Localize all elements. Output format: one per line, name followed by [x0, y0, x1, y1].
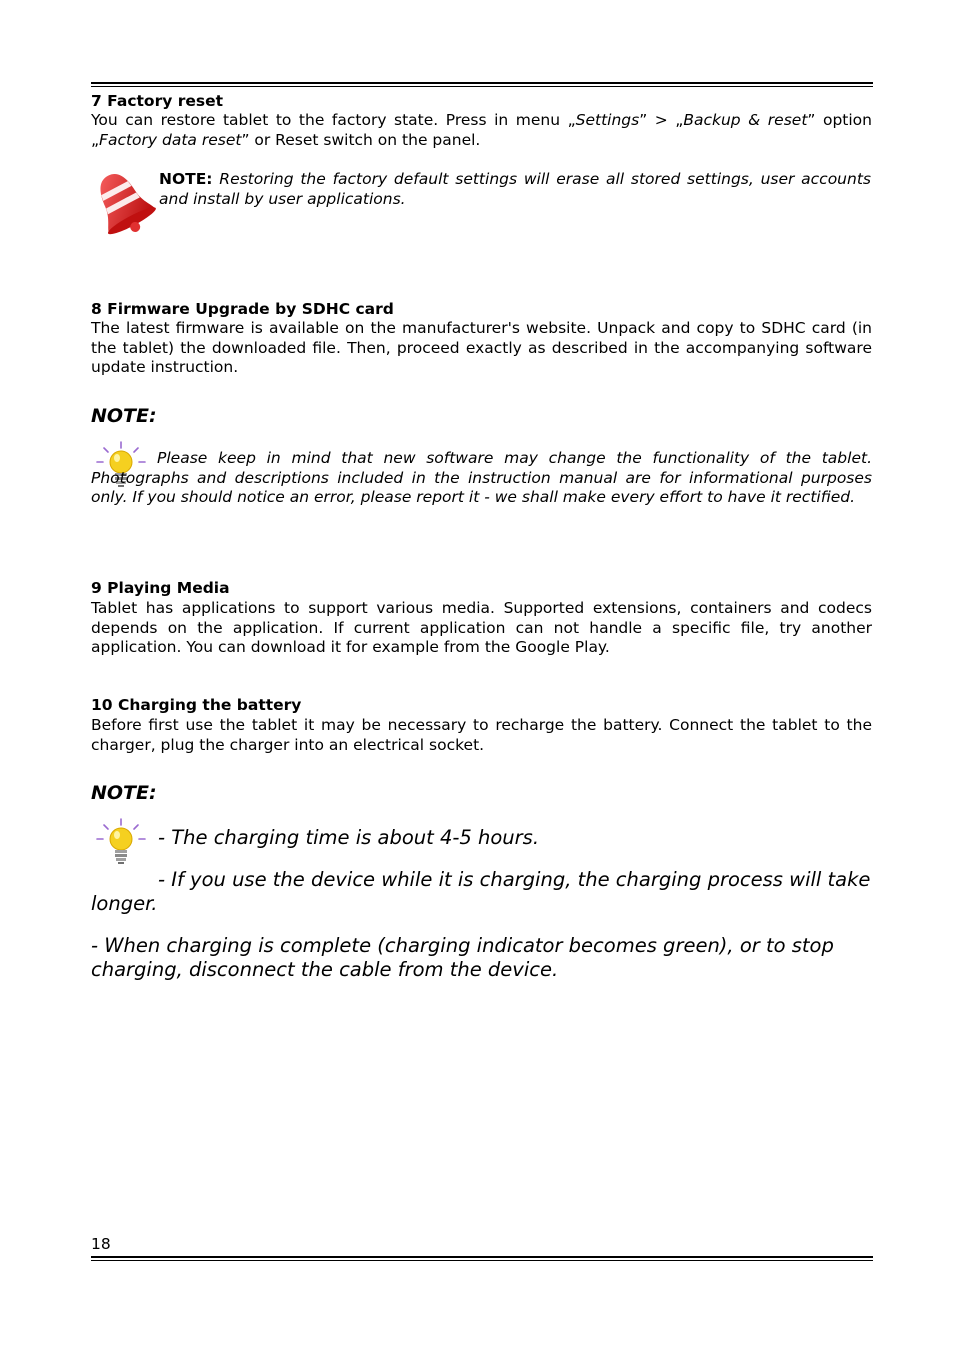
factory-reset-note: NOTE: Restoring the factory default settings will erase all stored settings, user accounts and install by user applications.	[159, 170, 871, 208]
section-title-playing-media: 9 Playing Media	[91, 579, 230, 597]
playing-media-text: Tablet has applications to support various media. Supported extensions, containers and codecs depends on the application. If current application can not handle a specific file, try another application. You can download it for example from the Google Play.	[91, 599, 872, 656]
firmware-text: The latest firmware is available on the manufacturer's website. Unpack and copy to SDHC card (in the tablet) the downloaded file. Then, proceed exactly as described in the accompanying software update instruction.	[91, 319, 872, 376]
top-rule	[91, 82, 873, 87]
note-2-line-2a: - If you use the device while it is charging, the charging process will take	[158, 868, 871, 891]
note-2-line-1: - The charging time is about 4-5 hours.	[158, 826, 540, 849]
section-title-factory-reset: 7 Factory reset	[91, 92, 224, 110]
section-title-charging: 10 Charging the battery	[91, 696, 302, 714]
bottom-rule	[91, 1256, 873, 1261]
section-title-firmware: 8 Firmware Upgrade by SDHC card	[91, 300, 394, 318]
note-2-line-3: - When charging is complete (charging indicator becomes green), or to stop charging, disconnect the cable from the device.	[91, 934, 834, 981]
bell-icon	[93, 168, 157, 244]
note-label-1: NOTE:	[91, 405, 157, 427]
lightbulb-icon	[94, 817, 148, 877]
factory-reset-text: You can restore tablet to the factory state. Press in menu „Settings” > „Backup & reset” option „Factory data reset” or Reset switch on the panel.	[91, 111, 872, 149]
page-number: 18	[91, 1235, 111, 1253]
charging-text: Before first use the tablet it may be necessary to recharge the battery. Connect the tablet to the charger, plug the charger into an electrical socket.	[91, 716, 872, 754]
note-text-1: Please keep in mind that new software may change the functionality of the tablet. Photographs and descriptions included in the instruction manual are for informational purposes only. If you should notice an error, please report it - we shall make every effort to have it rectified.	[91, 449, 872, 506]
note-label-2: NOTE:	[91, 782, 157, 804]
note-2-line-2b: longer.	[91, 892, 158, 915]
